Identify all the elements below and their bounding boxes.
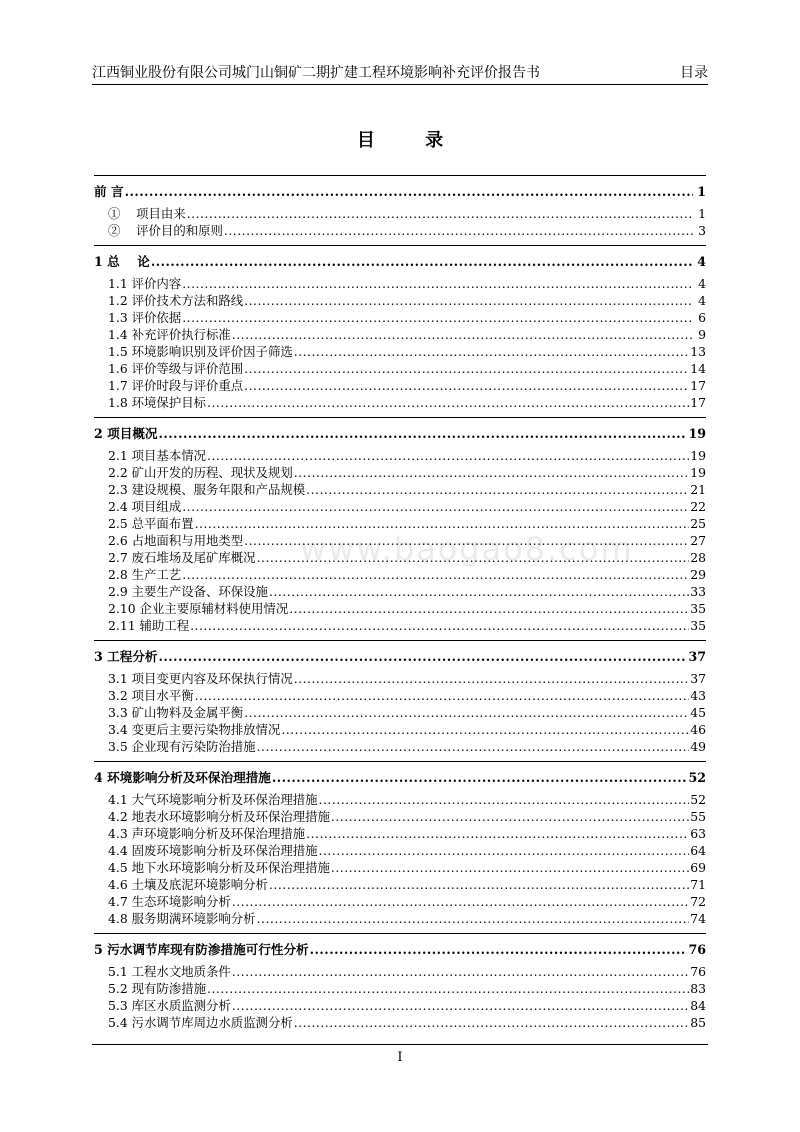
toc-leader-dots xyxy=(257,549,690,566)
toc-section-entry[interactable] xyxy=(94,464,706,481)
toc-leader-dots xyxy=(207,980,689,997)
toc-section-title: 1.3 评价依据 xyxy=(108,310,182,325)
toc-section-entry[interactable] xyxy=(94,515,706,532)
toc-section-title: 4.1 大气环境影响分析及环保治理措施 xyxy=(108,792,318,807)
toc-section-page: 52 xyxy=(690,792,706,807)
toc-section-page: 29 xyxy=(690,567,706,582)
toc-section-title: 1.6 评价等级与评价范围 xyxy=(108,361,244,376)
toc-section-title: 4.5 地下水环境影响分析及环保治理措施 xyxy=(108,860,330,875)
toc-section-title: 1.4 补充评价执行标准 xyxy=(108,327,231,342)
toc-section-page: 17 xyxy=(690,395,706,410)
toc-section-title: 5.3 库区水质监测分析 xyxy=(108,998,231,1013)
toc-section-page: 3 xyxy=(698,223,706,238)
toc-chapter xyxy=(94,640,706,761)
toc-section-entry[interactable] xyxy=(94,600,706,617)
toc-section-page: 6 xyxy=(698,310,706,325)
toc-chapter xyxy=(94,761,706,933)
toc-section-title: 4.7 生态环境影响分析 xyxy=(108,894,231,909)
toc-leader-dots xyxy=(182,275,693,292)
toc-leader-dots xyxy=(224,222,693,239)
toc-chapter-title: 1 总 论 xyxy=(94,254,150,269)
toc-section-page: 13 xyxy=(690,344,706,359)
toc-section-page: 1 xyxy=(698,206,706,221)
toc-section-page: 74 xyxy=(690,911,706,926)
toc-section-entry[interactable] xyxy=(94,980,706,997)
toc-section-title: 2.10 企业主要原辅材料使用情况 xyxy=(108,601,289,616)
toc-section-entry[interactable] xyxy=(94,893,706,910)
toc-section-title: 2.7 废石堆场及尾矿库概况 xyxy=(108,550,256,565)
toc-leader-dots xyxy=(306,481,689,498)
toc-chapter-entry[interactable] xyxy=(94,643,706,670)
toc-leader-dots xyxy=(269,876,689,893)
toc-leader-dots xyxy=(207,447,689,464)
toc-leader-dots xyxy=(159,420,688,447)
toc-section-page: 14 xyxy=(690,361,706,376)
toc-leader-dots xyxy=(182,498,689,515)
toc-chapter-entry[interactable] xyxy=(94,178,706,205)
toc-section-page: 22 xyxy=(690,499,706,514)
toc-section-page: 25 xyxy=(690,516,706,531)
toc-section-page: 71 xyxy=(690,877,706,892)
toc-section-entry[interactable] xyxy=(94,808,706,825)
toc-section-title: 3.2 项目水平衡 xyxy=(108,688,194,703)
toc-section-entry[interactable] xyxy=(94,343,706,360)
toc-chapter-page: 52 xyxy=(688,770,706,785)
toc-section-page: 76 xyxy=(690,964,706,979)
toc-chapter-entry[interactable] xyxy=(94,764,706,791)
toc-section-entry[interactable] xyxy=(94,791,706,808)
toc-section-entry[interactable] xyxy=(94,532,706,549)
toc-section-title: 2.8 生产工艺 xyxy=(108,567,182,582)
toc-section-entry[interactable] xyxy=(94,825,706,842)
toc-leader-dots xyxy=(125,178,693,205)
toc-leader-dots xyxy=(151,248,693,275)
toc-chapter-entry[interactable] xyxy=(94,936,706,963)
toc-section-title: 3.3 矿山物料及金属平衡 xyxy=(108,705,244,720)
toc-leader-dots xyxy=(195,687,690,704)
toc-chapter xyxy=(94,245,706,417)
toc-leader-dots xyxy=(159,643,688,670)
toc-chapter-page: 76 xyxy=(688,942,706,957)
toc-section-page: 69 xyxy=(690,860,706,875)
toc-section-title: ① 项目由来 xyxy=(108,206,186,221)
toc-section-entry[interactable] xyxy=(94,670,706,687)
toc-section-title: 2.3 建设规模、服务年限和产品规模 xyxy=(108,482,306,497)
toc-section-entry[interactable] xyxy=(94,842,706,859)
toc-chapter-page: 4 xyxy=(697,254,706,269)
toc-chapter-title: 5 污水调节库现有防渗措施可行性分析 xyxy=(94,942,309,957)
toc-section-entry[interactable] xyxy=(94,859,706,876)
toc-leader-dots xyxy=(289,600,689,617)
toc-section-title: 3.5 企业现有污染防治措施 xyxy=(108,739,256,754)
toc-section-entry[interactable] xyxy=(94,583,706,600)
watermark: www.baogao8.com xyxy=(300,530,634,568)
toc-section-title: 1.7 评价时段与评价重点 xyxy=(108,378,244,393)
toc-section-entry[interactable] xyxy=(94,309,706,326)
toc-section-title: 5.4 污水调节库周边水质监测分析 xyxy=(108,1015,293,1030)
toc-section-page: 19 xyxy=(690,448,706,463)
toc-section-entry[interactable] xyxy=(94,275,706,292)
toc-leader-dots xyxy=(257,910,690,927)
toc-chapter-page: 37 xyxy=(688,649,706,664)
toc-section-title: 4.3 声环境影响分析及环保治理措施 xyxy=(108,826,306,841)
table-of-contents xyxy=(94,175,706,1037)
toc-leader-dots xyxy=(232,997,689,1014)
toc-section-title: 4.2 地表水环境影响分析及环保治理措施 xyxy=(108,809,330,824)
toc-section-entry[interactable] xyxy=(94,566,706,583)
toc-section-title: 2.6 占地面积与用地类型 xyxy=(108,533,244,548)
toc-section-title: 2.2 矿山开发的历程、现状及规划 xyxy=(108,465,293,480)
toc-section-title: 1.5 环境影响识别及评价因子筛选 xyxy=(108,344,293,359)
toc-leader-dots xyxy=(232,963,689,980)
toc-chapter-page: 1 xyxy=(697,184,706,199)
toc-section-title: 2.11 辅助工程 xyxy=(108,618,190,633)
toc-section-entry[interactable] xyxy=(94,292,706,309)
toc-section-page: 37 xyxy=(690,671,706,686)
toc-chapter-page: 19 xyxy=(688,426,706,441)
toc-section-page: 4 xyxy=(698,276,706,291)
toc-leader-dots xyxy=(232,326,693,343)
toc-leader-dots xyxy=(294,670,689,687)
toc-leader-dots xyxy=(244,704,689,721)
footer-rule xyxy=(92,1044,708,1045)
toc-leader-dots xyxy=(182,309,693,326)
toc-section-entry[interactable] xyxy=(94,481,706,498)
toc-section-title: 3.4 变更后主要污染物排放情况 xyxy=(108,722,281,737)
toc-section-entry[interactable] xyxy=(94,498,706,515)
toc-leader-dots xyxy=(244,360,689,377)
toc-section-page: 45 xyxy=(690,705,706,720)
toc-section-page: 4 xyxy=(698,293,706,308)
toc-section-entry[interactable] xyxy=(94,997,706,1014)
toc-leader-dots xyxy=(294,464,689,481)
toc-leader-dots xyxy=(306,825,689,842)
toc-leader-dots xyxy=(244,292,693,309)
toc-section-entry[interactable] xyxy=(94,704,706,721)
toc-leader-dots xyxy=(319,791,690,808)
toc-section-entry[interactable] xyxy=(94,738,706,755)
toc-section-entry[interactable] xyxy=(94,549,706,566)
toc-chapter-title: 前 言 xyxy=(94,184,124,199)
toc-section-title: 4.4 固废环境影响分析及环保治理措施 xyxy=(108,843,318,858)
toc-section-page: 49 xyxy=(690,739,706,754)
page-header xyxy=(92,62,708,82)
toc-chapter-entry[interactable] xyxy=(94,420,706,447)
toc-leader-dots xyxy=(187,205,693,222)
toc-section-title: 2.9 主要生产设备、环保设施 xyxy=(108,584,268,599)
toc-section-title: 2.5 总平面布置 xyxy=(108,516,194,531)
toc-leader-dots xyxy=(244,532,689,549)
toc-section-page: 83 xyxy=(690,981,706,996)
toc-chapter-title: 2 项目概况 xyxy=(94,426,158,441)
toc-section-title: ② 评价目的和原则 xyxy=(108,223,223,238)
header-report-title: 江西铜业股份有限公司城门山铜矿二期扩建工程环境影响补充评价报告书 xyxy=(92,65,540,81)
toc-section-page: 17 xyxy=(690,378,706,393)
toc-section-entry[interactable] xyxy=(94,910,706,927)
toc-section-page: 33 xyxy=(690,584,706,599)
toc-section-title: 5.1 工程水文地质条件 xyxy=(108,964,231,979)
toc-section-page: 28 xyxy=(690,550,706,565)
toc-section-page: 43 xyxy=(690,688,706,703)
toc-section-page: 19 xyxy=(690,465,706,480)
toc-section-entry[interactable] xyxy=(94,205,706,222)
toc-section-title: 1.1 评价内容 xyxy=(108,276,182,291)
toc-section-page: 9 xyxy=(698,327,706,342)
toc-section-page: 46 xyxy=(690,722,706,737)
toc-leader-dots xyxy=(331,859,689,876)
toc-section-page: 21 xyxy=(690,482,706,497)
toc-leader-dots xyxy=(281,721,689,738)
toc-chapter-title: 4 环境影响分析及环保治理措施 xyxy=(94,770,271,785)
toc-section-page: 84 xyxy=(690,998,706,1013)
toc-chapter-title: 3 工程分析 xyxy=(94,649,158,664)
toc-section-entry[interactable] xyxy=(94,360,706,377)
toc-leader-dots xyxy=(244,377,689,394)
toc-section-title: 4.8 服务期满环境影响分析 xyxy=(108,911,256,926)
toc-leader-dots xyxy=(310,936,688,963)
toc-section-entry[interactable] xyxy=(94,617,706,634)
toc-section-entry[interactable] xyxy=(94,326,706,343)
toc-section-page: 85 xyxy=(690,1015,706,1030)
toc-leader-dots xyxy=(331,808,689,825)
toc-section-title: 4.6 土壤及底泥环境影响分析 xyxy=(108,877,268,892)
toc-section-page: 27 xyxy=(690,533,706,548)
toc-section-page: 64 xyxy=(690,843,706,858)
toc-leader-dots xyxy=(190,617,689,634)
toc-section-entry[interactable] xyxy=(94,222,706,239)
toc-section-entry[interactable] xyxy=(94,963,706,980)
toc-section-entry[interactable] xyxy=(94,721,706,738)
toc-chapter xyxy=(94,933,706,1037)
toc-section-entry[interactable] xyxy=(94,687,706,704)
toc-section-entry[interactable] xyxy=(94,876,706,893)
toc-section-page: 72 xyxy=(690,894,706,909)
toc-section-title: 3.1 项目变更内容及环保执行情况 xyxy=(108,671,293,686)
toc-leader-dots xyxy=(232,893,689,910)
toc-section-title: 2.4 项目组成 xyxy=(108,499,182,514)
toc-section-entry[interactable] xyxy=(94,377,706,394)
header-section-label: 目录 xyxy=(680,65,708,81)
toc-title: 目 录 xyxy=(356,130,466,151)
toc-section-title: 1.8 环境保护目标 xyxy=(108,395,206,410)
toc-leader-dots xyxy=(319,842,690,859)
toc-chapter xyxy=(94,417,706,640)
toc-section-page: 63 xyxy=(690,826,706,841)
toc-leader-dots xyxy=(272,764,688,791)
header-rule xyxy=(92,84,708,85)
toc-leader-dots xyxy=(294,343,689,360)
toc-leader-dots xyxy=(269,583,689,600)
toc-leader-dots xyxy=(294,1014,689,1031)
toc-section-entry[interactable] xyxy=(94,394,706,411)
toc-section-entry[interactable] xyxy=(94,1014,706,1031)
toc-section-page: 55 xyxy=(690,809,706,824)
toc-section-title: 2.1 项目基本情况 xyxy=(108,448,206,463)
toc-leader-dots xyxy=(207,394,689,411)
toc-leader-dots xyxy=(182,566,689,583)
toc-section-page: 35 xyxy=(690,618,706,633)
toc-leader-dots xyxy=(257,738,690,755)
toc-leader-dots xyxy=(195,515,690,532)
toc-section-page: 35 xyxy=(690,601,706,616)
toc-section-entry[interactable] xyxy=(94,447,706,464)
page-number: I xyxy=(397,1050,403,1065)
toc-chapter-entry[interactable] xyxy=(94,248,706,275)
toc-section-title: 5.2 现有防渗措施 xyxy=(108,981,206,996)
toc-chapter xyxy=(94,175,706,245)
toc-section-title: 1.2 评价技术方法和路线 xyxy=(108,293,244,308)
